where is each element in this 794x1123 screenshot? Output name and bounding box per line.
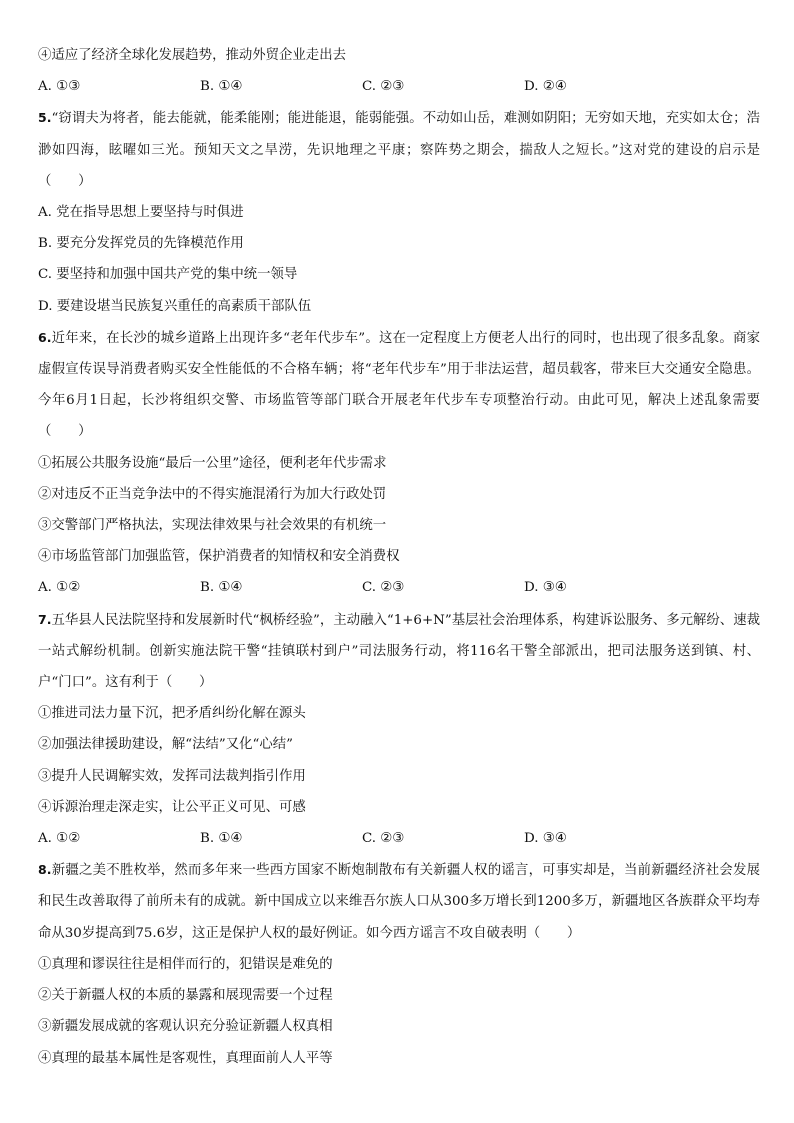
- q5-option-d[interactable]: D. 要建设堪当民族复兴重任的高素质干部队伍: [38, 298, 312, 314]
- q6-item-4: ④市场监管部门加强监管，保护消费者的知情权和安全消费权: [38, 549, 400, 565]
- q6-choices: [38, 572, 760, 603]
- q7-choice-b[interactable]: B. ①④: [200, 831, 243, 847]
- q5-number: 5.: [38, 110, 52, 126]
- q4-choice-d[interactable]: D. ②④: [524, 79, 567, 95]
- q7-number: 7.: [38, 611, 52, 627]
- q5-stem-text: “窃谓夫为将者，能去能就，能柔能刚；能进能退，能弱能强。不动如山岳，难测如阴阳；无穷如天地，充实如太仓；浩渺如四海，眩曜如三光。预知天文之旱涝，先识地理之平康；察阵势之期会，揣敌人之短长。”这对党的建设的启示是（ ）: [38, 111, 760, 189]
- q8-stem-text: 新疆之美不胜枚举，然而多年来一些西方国家不断炮制散布有关新疆人权的谣言，可事实却是，当前新疆经济社会发展和民生改善取得了前所未有的成就。新中国成立以来维吾尔族人口从300多万增长到1200多万，新疆地区各族群众平均寿命从30岁提高到75.6岁，这正是保护人权的最好例证。如今西方谣言不攻自破表明（ ）: [38, 863, 760, 941]
- q4-choice-c[interactable]: C. ②③: [362, 79, 405, 95]
- q5-option-b[interactable]: B. 要充分发挥党员的先锋模范作用: [38, 236, 244, 252]
- q7-stem: [38, 604, 760, 699]
- q7-item-4: ④诉源治理走深走实，让公平正义可见、可感: [38, 799, 306, 815]
- q7-choice-c[interactable]: C. ②③: [362, 831, 405, 847]
- q6-stem: [38, 322, 760, 448]
- q8-number: 8.: [38, 862, 52, 878]
- q4-choice-b[interactable]: B. ①④: [200, 79, 243, 95]
- q4-choice-a[interactable]: A. ①③: [38, 79, 81, 95]
- q7-item-2: ②加强法律援助建设，解“法结”又化“心结”: [38, 737, 294, 753]
- q5-option-a[interactable]: A. 党在指导思想上要坚持与时俱进: [38, 205, 244, 221]
- q8-item-4: ④真理的最基本属性是客观性，真理面前人人平等: [38, 1050, 333, 1066]
- q6-number: 6.: [38, 329, 52, 345]
- q6-choice-a[interactable]: A. ①②: [38, 580, 81, 596]
- q7-choice-d[interactable]: D. ③④: [524, 831, 567, 847]
- q5-option-c[interactable]: C. 要坚持和加强中国共产党的集中统一领导: [38, 267, 298, 283]
- q8-stem: [38, 854, 760, 949]
- q6-choice-b[interactable]: B. ①④: [200, 580, 243, 596]
- q6-stem-text: 近年来，在长沙的城乡道路上出现许多“老年代步车”。这在一定程度上方便老人出行的同时，也出现了很多乱象。商家虚假宣传误导消费者购买安全性能低的不合格车辆；将“老年代步车”用于非法运营，超员载客，带来巨大交通安全隐患。今年6月1日起，长沙将组织交警、市场监管等部门联合开展老年代步车专项整治行动。由此可见，解决上述乱象需要（ ）: [38, 330, 760, 440]
- q6-item-3: ③交警部门严格执法，实现法律效果与社会效果的有机统一: [38, 518, 387, 534]
- q8-item-2: ②关于新疆人权的本质的暴露和展现需要一个过程: [38, 988, 333, 1004]
- q8-item-3: ③新疆发展成就的客观认识充分验证新疆人权真相: [38, 1019, 333, 1035]
- q7-item-1: ①推进司法力量下沉，把矛盾纠纷化解在源头: [38, 706, 306, 722]
- q7-stem-text: 五华县人民法院坚持和发展新时代“枫桥经验”，主动融入“1+6+N”基层社会治理体系，构建诉讼服务、多元解纷、速裁一站式解纷机制。创新实施法院干警“挂镇联村到户”司法服务行动，将116名干警全部派出，把司法服务送到镇、村、户“门口”。这有利于（ ）: [38, 612, 760, 691]
- q7-item-3: ③提升人民调解实效，发挥司法裁判指引作用: [38, 768, 306, 784]
- q4-item-4: ④适应了经济全球化发展趋势，推动外贸企业走出去: [38, 48, 346, 63]
- q6-item-2: ②对违反不正当竞争法中的不得实施混淆行为加大行政处罚: [38, 486, 387, 502]
- q6-item-1: ①拓展公共服务设施“最后一公里”途径，便利老年代步需求: [38, 455, 387, 471]
- q6-choice-c[interactable]: C. ②③: [362, 580, 405, 596]
- q7-choices: [38, 823, 760, 854]
- q7-choice-a[interactable]: A. ①②: [38, 831, 81, 847]
- q6-choice-d[interactable]: D. ③④: [524, 580, 567, 596]
- exam-page: [38, 40, 760, 1074]
- q4-choices: [38, 71, 760, 102]
- q8-item-1: ①真理和谬误往往是相伴而行的，犯错误是难免的: [38, 956, 333, 972]
- q5-stem: [38, 102, 760, 197]
